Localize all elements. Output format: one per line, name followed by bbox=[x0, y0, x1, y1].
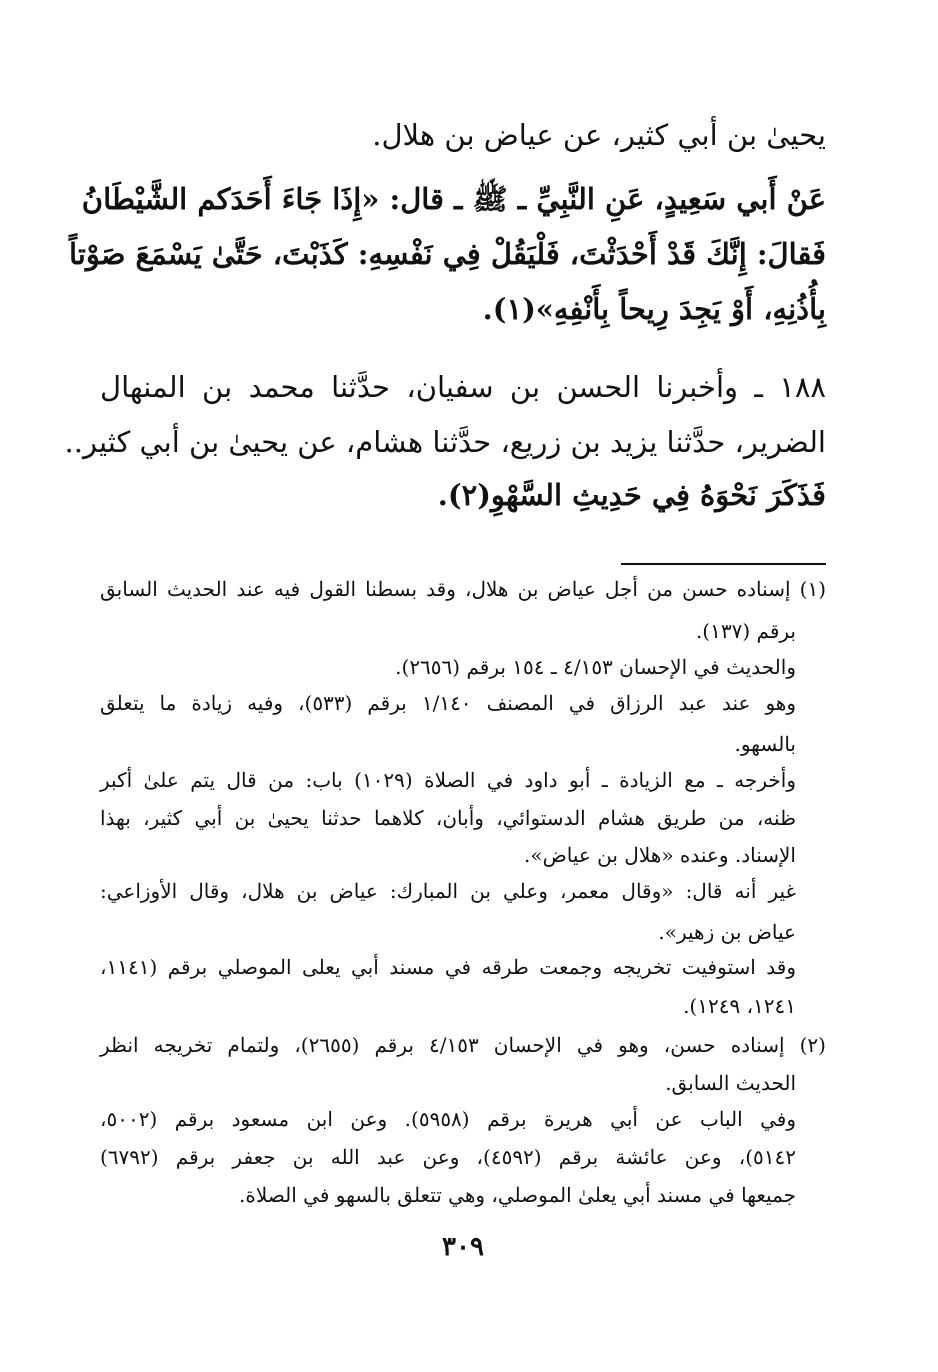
narration-line-1: ١٨٨ ـ وأخبرنا الحسن بن سفيان، حدَّثنا محمد بن المنهال bbox=[100, 370, 826, 404]
footnote-line: ظنه، من طريق هشام الدستوائي، وأبان، كلاهما حدثنا يحيىٰ بن أبي كثير، بهذا bbox=[100, 806, 796, 830]
footnote-line: جميعها في مسند أبي يعلىٰ الموصلي، وهي تتعلق بالسهو في الصلاة. bbox=[239, 1183, 796, 1207]
footnote-line: الإسناد. وعنده «هلال بن عياض». bbox=[523, 843, 796, 867]
footnote-line: برقم (١٣٧). bbox=[695, 619, 796, 643]
footnote-line: (٢) إسناده حسن، وهو في الإحسان ٤/١٥٣ برقم (٢٦٥٥)، ولتمام تخريجه انظر bbox=[100, 1033, 826, 1057]
footnote-separator bbox=[621, 563, 826, 565]
footnote-line: وفي الباب عن أبي هريرة برقم (٥٩٥٨). وعن ابن مسعود برقم (٥٠٠٢، bbox=[100, 1107, 796, 1131]
footnote-line: وأخرجه ـ مع الزيادة ـ أبو داود في الصلاة (١٠٢٩) باب: من قال يتم علىٰ أكبر bbox=[100, 768, 796, 792]
hadith-text-line-3: بِأُذُنِهِ، أَوْ يَجِدَ رِيحاً بِأَنْفِهِ»(١). bbox=[482, 292, 826, 326]
narration-line-2: الضرير، حدَّثنا يزيد بن زريع، حدَّثنا هشام، عن يحيىٰ بن أبي كثير.. bbox=[64, 425, 826, 459]
footnote-line: غير أنه قال: «وقال معمر، وعلي بن المبارك: عياض بن هلال، وقال الأوزاعي: bbox=[100, 879, 796, 903]
footnote-line: عياض بن زهير». bbox=[658, 920, 796, 944]
hadith-text-line-2: فَقالَ: إِنَّكَ قَدْ أَحْدَثْتَ، فَلْيَقُلْ فِي نَفْسِهِ: كَذَبْتَ، حَتَّىٰ يَسْمَعَ صَوْتاً bbox=[68, 237, 826, 271]
footnote-line: والحديث في الإحسان ٤/١٥٣ ـ ١٥٤ برقم (٢٦٥٦). bbox=[395, 655, 796, 679]
main-text-line-1: يحيىٰ بن أبي كثير، عن عياض بن هلال. bbox=[372, 118, 826, 152]
page-number: ٣٠٩ bbox=[442, 1232, 484, 1262]
hadith-text-line-1: عَنْ أَبي سَعِيدٍ، عَنِ النَّبِيِّ ـ ﷺ ـ قال: «إِذَا جَاءَ أَحَدَكم الشَّيْطَانُ bbox=[81, 182, 826, 216]
footnote-line: الحديث السابق. bbox=[665, 1071, 796, 1095]
document-page bbox=[64, 0, 826, 1372]
narration-line-3: فَذَكَرَ نَحْوَهُ فِي حَدِيثِ السَّهْوِ(٢). bbox=[437, 478, 826, 512]
footnote-line: بالسهو. bbox=[734, 732, 796, 756]
footnote-line: ٥١٤٢)، وعن عائشة برقم (٤٥٩٢)، وعن عبد الله بن جعفر برقم (٦٧٩٢) bbox=[100, 1145, 796, 1169]
footnote-line: وهو عند عبد الرزاق في المصنف ١/١٤٠ برقم (٥٣٣)، وفيه زيادة ما يتعلق bbox=[100, 691, 796, 715]
footnote-line: ١٢٤١، ١٢٤٩). bbox=[683, 994, 796, 1018]
footnote-line: (١) إسناده حسن من أجل عياض بن هلال، وقد بسطنا القول فيه عند الحديث السابق bbox=[100, 577, 826, 601]
footnote-line: وقد استوفيت تخريجه وجمعت طرقه في مسند أبي يعلى الموصلي برقم (١١٤١، bbox=[100, 955, 797, 979]
